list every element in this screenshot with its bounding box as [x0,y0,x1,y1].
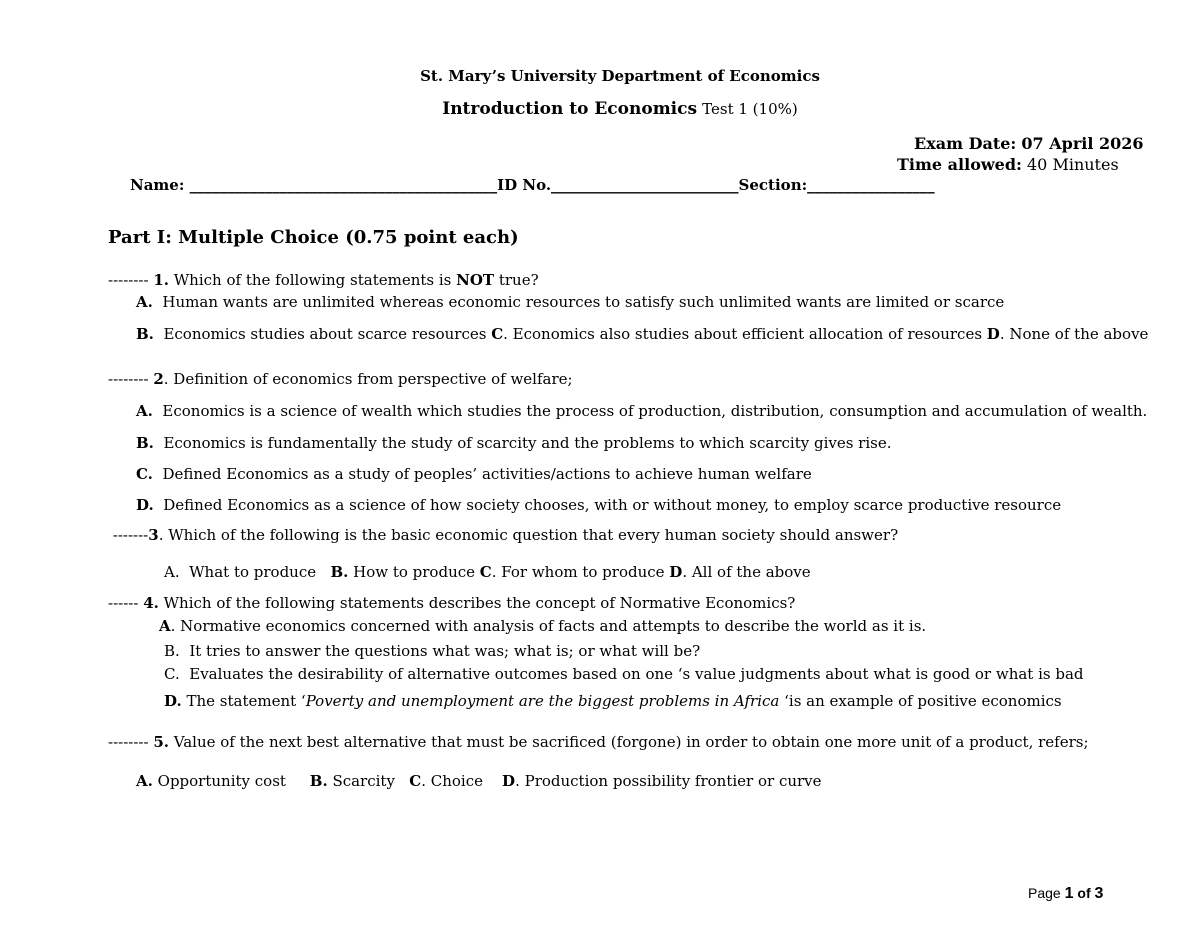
part1-title: Part I: Multiple Choice (0.75 point each) [108,227,519,248]
page-number: Page 1 of 3 [1028,885,1104,902]
q5-options[interactable]: A. Opportunity cost B. Scarcity C. Choice D. Production possibility frontier or curve [136,772,822,790]
q4-option-c[interactable]: C. Evaluates the desirability of alternative outcomes based on one ‘s value judgments about what is good or what is bad [164,665,1084,683]
q2-option-d[interactable]: D. Defined Economics as a science of how society chooses, with or without money, to employ scarce productive resource [136,496,1062,514]
student-info-line [130,176,935,194]
q4-option-a[interactable]: A. Normative economics concerned with analysis of facts and attempts to describe the world as it is. [159,617,927,635]
name-field[interactable]: _________________________________________ [189,176,498,194]
q1-option-a[interactable]: A. Human wants are unlimited whereas economic resources to satisfy such unlimited wants are limited or scarce [136,293,1005,311]
exam-date: Exam Date: 07 April 2026 [914,134,1144,153]
time-allowed: Time allowed: 40 Minutes [897,155,1119,174]
section-field[interactable]: _________________ [807,176,935,194]
q3-options[interactable]: A. What to produce B. How to produce C. For whom to produce D. All of the above [164,563,811,581]
q4-option-b[interactable]: B. It tries to answer the questions what was; what is; or what will be? [164,642,701,660]
q2-option-b[interactable]: B. Economics is fundamentally the study of scarcity and the problems to which scarcity gives rise. [136,434,892,452]
institution-title: St. Mary’s University Department of Economics [420,67,820,85]
question-4: ------ 4. Which of the following statements describes the concept of Normative Economics? [108,594,796,612]
q2-option-c[interactable]: C. Defined Economics as a study of peoples’ activities/actions to achieve human welfare [136,465,812,483]
id-label: ID No. [497,176,552,194]
name-label: Name: [130,176,185,194]
course-title: Introduction to Economics Test 1 (10%) [442,99,798,119]
q4-option-d[interactable]: D. The statement ‘Poverty and unemployment are the biggest problems in Africa ‘is an example of positive economics [164,692,1062,710]
question-2: -------- 2. Definition of economics from perspective of welfare; [108,370,573,388]
question-1: -------- 1. Which of the following statements is NOT true? [108,271,539,289]
question-3: -------3. Which of the following is the basic economic question that every human society should answer? [108,526,899,544]
section-label: Section: [738,176,808,194]
q2-option-a[interactable]: A. Economics is a science of wealth which studies the process of production, distribution, consumption and accumulation of wealth. [136,402,1148,420]
q1-options-bcd[interactable]: B. Economics studies about scarce resources C. Economics also studies about efficient allocation of resources D. None of the above [136,325,1149,343]
id-field[interactable]: _________________________ [551,176,739,194]
question-5: -------- 5. Value of the next best alternative that must be sacrificed (forgone) in order to obtain one more unit of a product, refers; [108,733,1089,751]
